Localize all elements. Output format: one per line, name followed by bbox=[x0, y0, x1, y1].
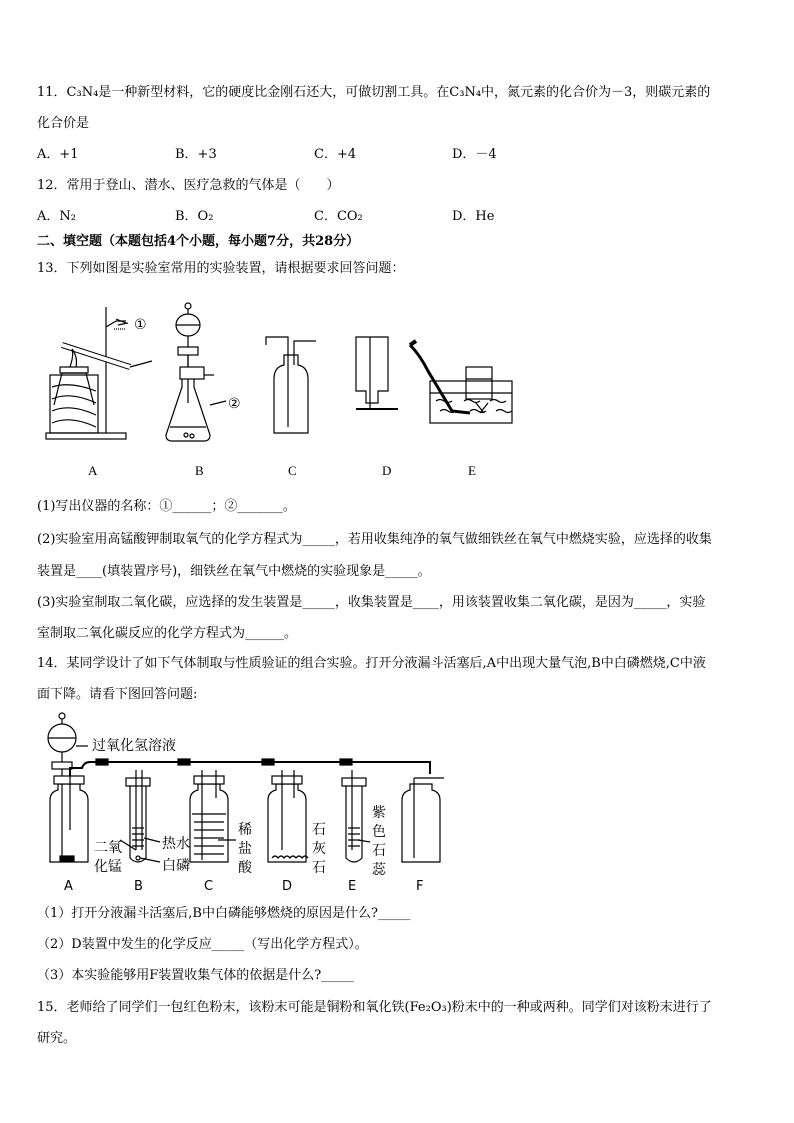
fig13-label-c: C bbox=[288, 463, 297, 478]
label-acid-2: 盐 bbox=[238, 841, 252, 857]
label-acid-3: 酸 bbox=[238, 860, 252, 876]
q14-answer3: （3）本实验能够用F装置收集气体的依据是什么?_____ bbox=[37, 968, 354, 983]
label-acid-1: 稀 bbox=[238, 822, 252, 838]
q14-apparatus-figure bbox=[40, 710, 460, 895]
q11-line2: 化合价是 bbox=[37, 116, 90, 131]
fig14-letter-f: F bbox=[416, 879, 424, 894]
q13-part1: (1)写出仪器的名称：①______；②_______。 bbox=[37, 499, 296, 514]
q13-part3-line2: 室制取二氧化碳反应的化学方程式为______。 bbox=[37, 626, 298, 641]
label-limestone-2: 灰 bbox=[312, 841, 326, 857]
q12-choice-c: C．CO₂ bbox=[314, 209, 363, 224]
fig14-letter-e: E bbox=[348, 879, 357, 894]
q13-apparatus-figure bbox=[40, 295, 540, 485]
marker-2: ② bbox=[228, 396, 241, 412]
q12-choice-a: A．N₂ bbox=[37, 209, 76, 224]
fig14-letter-b: B bbox=[134, 879, 143, 894]
label-litmus-1: 紫 bbox=[372, 805, 386, 821]
q11-choice-c: C．+4 bbox=[314, 147, 357, 162]
q11-choice-d: D．－4 bbox=[452, 147, 497, 162]
q15-line1: 15．老师给了同学们一包红色粉末，该粉末可能是铜粉和氧化铁(Fe₂O₃)粉末中的一种或两种。同学们对该粉末进行了 bbox=[37, 1000, 712, 1015]
label-white-phosphorus: 白磷 bbox=[162, 858, 190, 874]
apparatus-b bbox=[166, 303, 214, 441]
label-mno2-2: 化锰 bbox=[94, 859, 122, 875]
label-limestone-1: 石 bbox=[312, 822, 326, 838]
fig13-label-a: A bbox=[88, 463, 98, 478]
q14-answer2: （2）D装置中发生的化学反应_____（写出化学方程式）。 bbox=[37, 937, 368, 952]
q11-choice-a: A．+1 bbox=[37, 147, 79, 162]
q13-part3-line1: (3)实验室制取二氧化碳，应选择的发生装置是_____，收集装置是____，用该装置收集二氧化碳，是因为_____，实验 bbox=[37, 595, 706, 610]
fig14-letter-c: C bbox=[204, 879, 214, 894]
q11-line1: 11．C₃N₄是一种新型材料，它的硬度比金刚石还大，可做切割工具。在C₃N₄中，氮元素的化合价为－3，则碳元素的 bbox=[37, 85, 711, 100]
section-heading: 二、填空题（本题包括4个小题，每小题7分，共28分） bbox=[37, 234, 360, 249]
fig14-letter-a: A bbox=[64, 879, 73, 894]
fig13-label-d: D bbox=[382, 463, 392, 478]
label-hydrogen-peroxide: 过氧化氢溶液 bbox=[92, 738, 176, 754]
marker-1: ① bbox=[134, 317, 147, 333]
q14-answer1: （1）打开分液漏斗活塞后,B中白磷能够燃烧的原因是什么?_____ bbox=[37, 906, 411, 921]
q13-stem: 13．下列如图是实验室常用的实验装置，请根据要求回答问题： bbox=[37, 261, 405, 276]
q12-choice-b: B．O₂ bbox=[175, 209, 214, 224]
q15-line2: 研究。 bbox=[37, 1031, 77, 1046]
label-litmus-2: 色 bbox=[372, 824, 386, 840]
q14-stem-line1: 14．某同学设计了如下气体制取与性质验证的组合实验。打开分液漏斗活塞后,A中出现大量气泡,B中白磷燃烧,C中液 bbox=[37, 656, 706, 671]
q14-stem-line2: 面下降。请看下图回答问题: bbox=[37, 687, 198, 702]
q11-choice-b: B．+3 bbox=[175, 147, 217, 162]
apparatus-d bbox=[356, 337, 398, 409]
label-mno2-1: 二氧 bbox=[94, 840, 122, 856]
q12-stem: 12．常用于登山、潜水、医疗急救的气体是（ ） bbox=[37, 178, 340, 193]
fig14-letter-d: D bbox=[282, 879, 293, 894]
label-litmus-3: 石 bbox=[372, 843, 386, 859]
apparatus-c bbox=[266, 337, 316, 433]
fig13-label-e: E bbox=[468, 463, 476, 478]
q13-part2-line2: 装置是____(填装置序号)，细铁丝在氧气中燃烧的实验现象是_____。 bbox=[37, 564, 431, 579]
q13-part2-line1: (2)实验室用高锰酸钾制取氧气的化学方程式为_____，若用收集纯净的氧气做细铁丝在氧气中燃烧实验，应选择的收集 bbox=[37, 532, 712, 547]
label-limestone-3: 石 bbox=[312, 860, 326, 876]
apparatus-e bbox=[410, 341, 512, 423]
q12-choice-d: D．He bbox=[452, 209, 495, 224]
label-hot-water: 热水 bbox=[162, 836, 190, 852]
label-litmus-4: 蕊 bbox=[372, 862, 386, 878]
fig13-label-b: B bbox=[195, 463, 204, 478]
